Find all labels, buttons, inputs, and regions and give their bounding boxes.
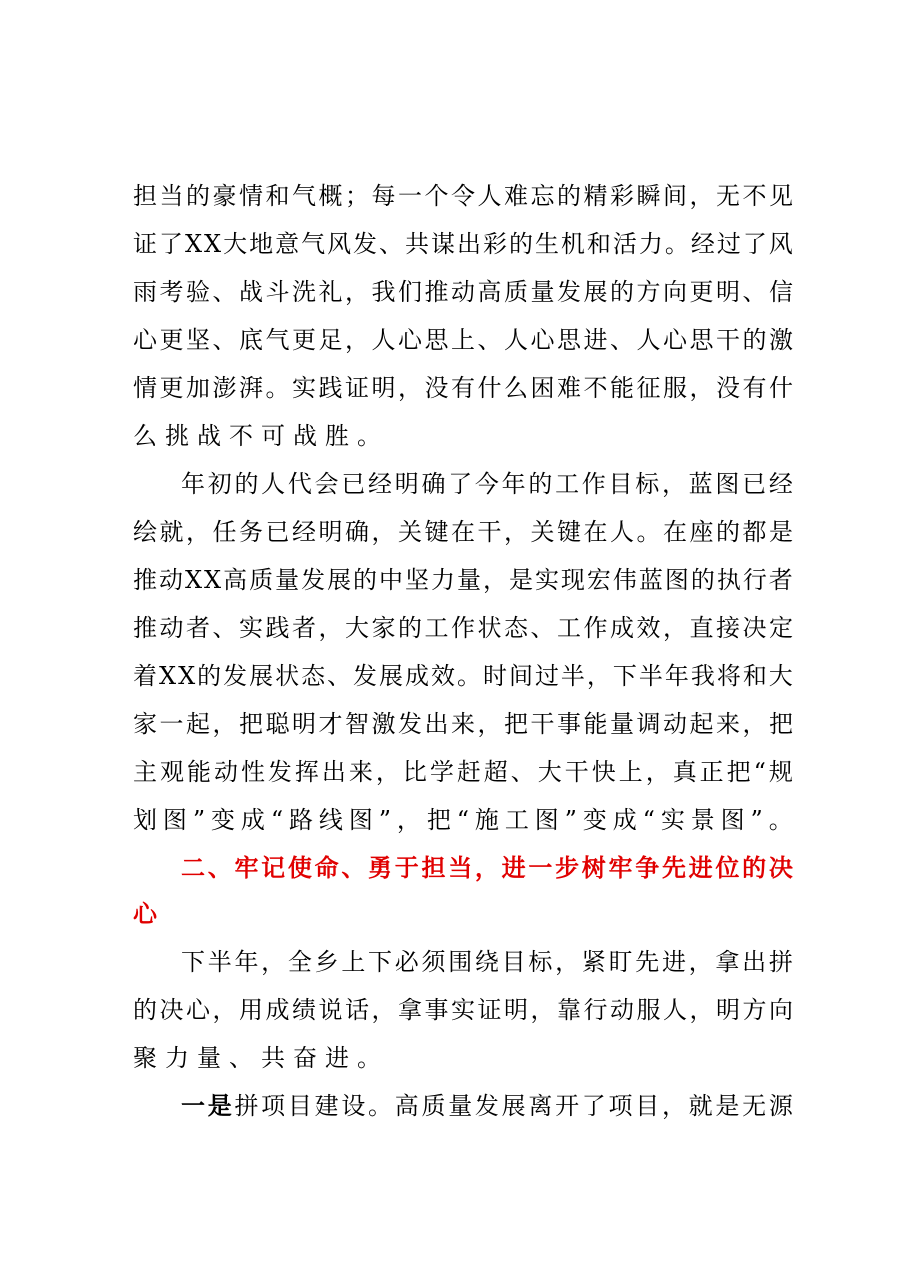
p1-line-6: 么挑战不可战胜。 <box>133 422 389 450</box>
p3-line-1: 下 半 年 ， 全 乡 上 下 必 须 围 绕 目 标 ， 紧 盯 先 进 ， 拿 出 拼 <box>181 948 793 976</box>
p2-line-5: 着 X X 的 发 展 状 态 、 发 展 成 效 。 时 间 过 半 ， 下 半 年 我 将 和 大 <box>133 662 793 690</box>
p2-line-7: 主 观 能 动 性 发 挥 出 来 ， 比 学 赶 超 、 大 干 快 上 ， 真 正 把 “ 规 <box>133 758 793 786</box>
p2-line-4: 推 动 者 、 实 践 者 ， 大 家 的 工 作 状 态 、 工 作 成 效 ， 直 接 决 定 <box>133 614 793 642</box>
section-heading-line-2: 心 <box>133 899 165 928</box>
p2-line-1: 年 初 的 人 代 会 已 经 明 确 了 今 年 的 工 作 目 标 ， 蓝 图 已 经 <box>181 470 793 498</box>
p2-line-6: 家 一 起 ， 把 聪 明 才 智 激 发 出 来 ， 把 干 事 能 量 调 动 起 来 ， 把 <box>133 710 793 738</box>
p1-line-2: 证 了 X X 大 地 意 气 风 发 、 共 谋 出 彩 的 生 机 和 活 力 。 经 过 了 风 <box>133 230 793 258</box>
section-heading-line-1: 二 、 牢 记 使 命 、 勇 于 担 当 ， 进 一 步 树 牢 争 先 进 位 的 决 <box>181 853 793 882</box>
p2-line-3: 推 动 X X 高 质 量 发 展 的 中 坚 力 量 ， 是 实 现 宏 伟 蓝 图 的 执 行 者 <box>133 566 793 594</box>
p2-line-2: 绘 就 ， 任 务 已 经 明 确 ， 关 键 在 干 ， 关 键 在 人 。 在 座 的 都 是 <box>133 518 793 546</box>
p2-line-8: 划 图 ” 变 成 “ 路 线 图 ” ， 把 “ 施 工 图 ” 变 成 “ 实 景 图 ” 。 <box>133 806 793 834</box>
p4-line-1: 一 是 拼 项 目 建 设 。 高 质 量 发 展 离 开 了 项 目 ， 就 是 无 源 <box>181 1091 793 1120</box>
p1-line-4: 心 更 坚 、 底 气 更 足 ， 人 心 思 上 、 人 心 思 进 、 人 心 思 干 的 激 <box>133 326 793 354</box>
p3-line-3: 聚力量、共奋进。 <box>133 1044 389 1072</box>
p1-line-3: 雨 考 验 、 战 斗 洗 礼 ， 我 们 推 动 高 质 量 发 展 的 方 向 更 明 、 信 <box>133 278 793 306</box>
p1-line-1: 担 当 的 豪 情 和 气 概 ； 每 一 个 令 人 难 忘 的 精 彩 瞬 间 ， 无 不 见 <box>133 182 793 210</box>
p1-line-5: 情 更 加 澎 湃 。 实 践 证 明 ， 没 有 什 么 困 难 不 能 征 服 ， 没 有 什 <box>133 374 793 402</box>
p3-line-2: 的 决 心 ， 用 成 绩 说 话 ， 拿 事 实 证 明 ， 靠 行 动 服 人 ， 明 方 向 <box>133 996 793 1024</box>
